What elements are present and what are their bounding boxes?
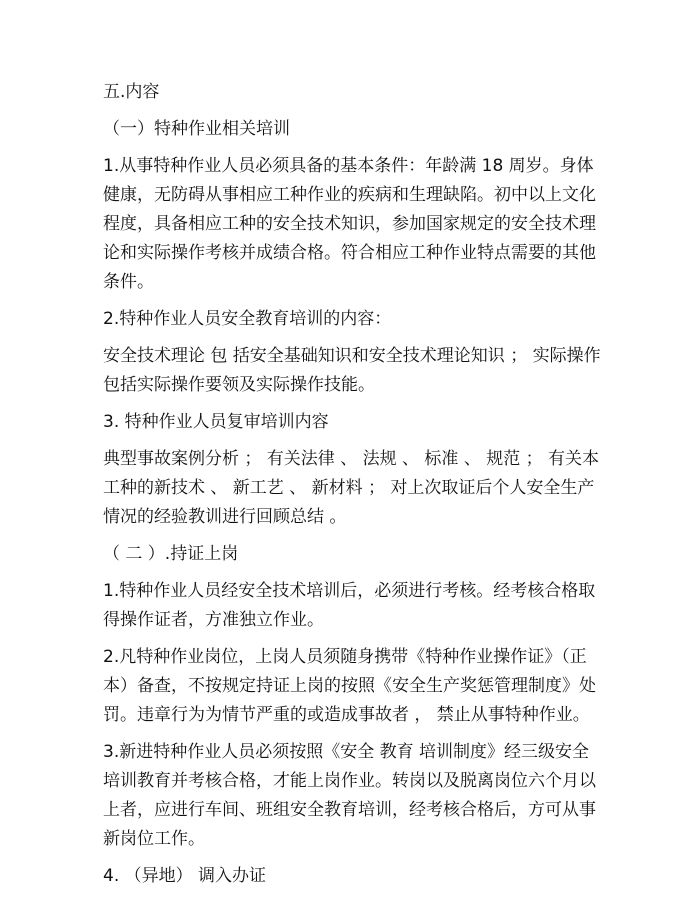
- paragraph-s2-item-2: 2.凡特种作业岗位，上岗人员须随身携带《特种作业操作证》（正本）备查，不按规定持证上岗的按照《安全生产奖惩管理制度》处罚。违章行为为情节严重的或造成事故者 ， 禁止从事特种作业。: [103, 647, 596, 725]
- section-heading: 五.内容: [103, 82, 160, 102]
- paragraph-item-2-body: 安全技术理论 包 括安全基础知识和安全技术理论知识 ； 实际操作包括实际操作要领及实际操作技能。: [103, 346, 601, 395]
- document-page: [103, 78, 603, 899]
- paragraph-item-1: 1.从事特种作业人员必须具备的基本条件：年龄满 18 周岁。身体健康，无防碍从事相应工种作业的疾病和生理缺陷。初中以上文化程度，具备相应工种的安全技术知识，参加国家规定的安全技术理论和实际操作考核并成绩合格。符合相应工种作业特点需要的其他条件。: [103, 156, 596, 292]
- section-2-title: （ 二 ）.持证上岗: [103, 544, 239, 564]
- paragraph-s2-item-4: 4. （异地） 调入办证: [103, 866, 267, 886]
- paragraph-item-3-body: 典型事故案例分析 ； 有关法律 、 法规 、 标准 、 规范 ； 有关本工种的新技术 、 新工艺 、 新材料 ； 对上次取证后个人安全生产情况的经验教训进行回顾总结 。: [103, 449, 600, 527]
- paragraph-s2-item-3: 3.新进特种作业人员必须按照《安全 教育 培训制度》经三级安全培训教育并考核合格，才能上岗作业。转岗以及脱离岗位六个月以上者，应进行车间、班组安全教育培训，经考核合格后，方可从事新岗位工作。: [103, 742, 596, 849]
- paragraph-s2-item-1: 1.特种作业人员经安全技术培训后，必须进行考核。经考核合格取得操作证者，方准独立作业。: [103, 581, 596, 630]
- section-1-title: （一）特种作业相关培训: [103, 119, 290, 139]
- paragraph-item-3: 3. 特种作业人员复审培训内容: [103, 412, 329, 432]
- paragraph-item-2: 2.特种作业人员安全教育培训的内容：: [103, 309, 392, 329]
